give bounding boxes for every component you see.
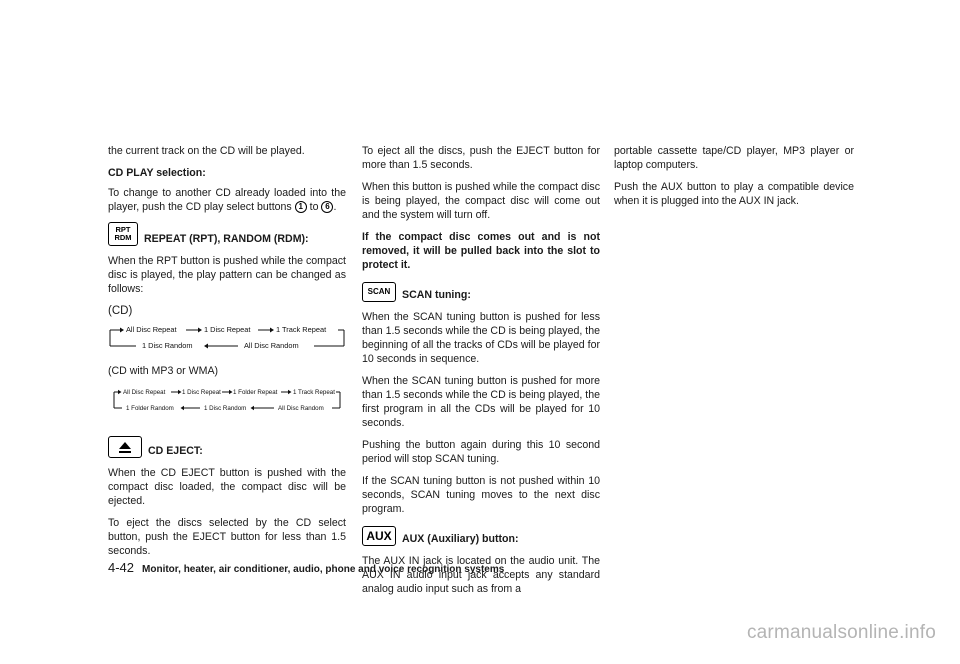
cd-diagram-top-0: All Disc Repeat — [126, 325, 177, 334]
scan-text-2: When the SCAN tuning button is pushed for more than 1.5 seconds while the CD is being played, the first program in all the CDs will be played for 10 seconds. — [362, 375, 600, 429]
scan-text-3: Pushing the button again during this 10 second period will stop SCAN tuning. — [362, 439, 600, 465]
mp3-diagram-top-3: 1 Track Repeat — [293, 389, 335, 396]
mp3-diagram-bottom-2: All Disc Random — [278, 405, 324, 412]
mp3-diagram-top-1: 1 Disc Repeat — [182, 389, 221, 396]
rpt-key-top: RPT — [115, 225, 131, 234]
eject-bar — [119, 451, 131, 453]
cd-diagram-bottom-1: All Disc Random — [244, 341, 299, 350]
page-number: 4-42 — [108, 560, 135, 575]
column-3 — [614, 144, 854, 216]
cd-diagram-top-2: 1 Track Repeat — [276, 325, 327, 334]
cd-play-period: . — [333, 201, 337, 213]
column-2 — [362, 144, 600, 604]
cd-play-to: to — [309, 201, 319, 213]
eject-key-icon — [108, 436, 142, 458]
aux-text: The AUX IN jack is located on the audio unit. The AUX IN audio input jack accepts any standard analog audio input such as from a — [362, 555, 600, 595]
page-footer — [108, 560, 504, 575]
col3-text-2: Push the AUX button to play a compatible device when it is plugged into the AUX IN jack. — [614, 181, 854, 207]
cd-label: (CD) — [108, 305, 133, 317]
rpt-text: When the RPT button is pushed while the compact disc is played, the play pattern can be changed as follows: — [108, 255, 346, 295]
intro-text: the current track on the CD will be played. — [108, 145, 305, 157]
eject-heading: CD EJECT: — [148, 445, 203, 457]
eject-off-text: When this button is pushed while the compact disc is being played, the compact disc will come out and the system will turn off. — [362, 181, 600, 221]
scan-text-4: If the SCAN tuning button is not pushed within 10 seconds, SCAN tuning moves to the next disc program. — [362, 475, 600, 515]
mp3-diagram-bottom-1: 1 Disc Random — [204, 405, 247, 412]
section-title: Monitor, heater, air conditioner, audio, phone and voice recognition systems — [142, 564, 505, 575]
cd-diagram-top-1: 1 Disc Repeat — [204, 325, 251, 334]
cd-play-text-a: To change to another CD already loaded into the player, push the CD play select buttons — [108, 187, 346, 213]
mp3-label: (CD with MP3 or WMA) — [108, 365, 219, 377]
watermark[interactable]: carmanualsonline.info — [746, 622, 936, 643]
mp3-diagram-top-2: 1 Folder Repeat — [233, 389, 278, 396]
eject-triangle — [119, 442, 131, 449]
button-1-icon: 1 — [295, 201, 307, 213]
warning-text: If the compact disc comes out and is not removed, it will be pulled back into the slot to protect it. — [362, 231, 600, 271]
eject-heading-row — [108, 436, 346, 458]
mp3-diagram-top-0: All Disc Repeat — [123, 389, 166, 396]
rpt-heading: REPEAT (RPT), RANDOM (RDM): — [144, 233, 309, 245]
rpt-rdm-key-icon — [108, 222, 138, 246]
eject-all-text: To eject all the discs, push the EJECT button for more than 1.5 seconds. — [362, 145, 600, 171]
mp3-repeat-diagram — [108, 386, 346, 416]
cd-play-text — [108, 186, 346, 214]
aux-heading-row — [362, 526, 600, 546]
cd-play-heading: CD PLAY selection: — [108, 167, 206, 179]
col3-text-1: portable cassette tape/CD player, MP3 player or laptop computers. — [614, 145, 854, 171]
eject-text-1: When the CD EJECT button is pushed with the compact disc loaded, the compact disc will be ejected. — [108, 467, 346, 507]
cd-repeat-diagram — [108, 322, 346, 356]
scan-text-1: When the SCAN tuning button is pushed for less than 1.5 seconds while the CD is being played, the beginning of all the tracks of CDs will be played for 10 seconds in sequence. — [362, 311, 600, 365]
button-6-icon: 6 — [321, 201, 333, 213]
scan-heading-row — [362, 282, 600, 302]
scan-key-icon: SCAN — [362, 282, 396, 302]
rpt-heading-row — [108, 222, 346, 246]
cd-diagram-bottom-0: 1 Disc Random — [142, 341, 193, 350]
column-1 — [108, 144, 346, 566]
scan-heading: SCAN tuning: — [402, 289, 471, 301]
aux-heading: AUX (Auxiliary) button: — [402, 533, 519, 545]
eject-text-2: To eject the discs selected by the CD select button, push the EJECT button for less than 1.5 seconds. — [108, 517, 346, 557]
aux-key-icon: AUX — [362, 526, 396, 546]
rpt-key-bottom: RDM — [114, 233, 132, 242]
mp3-diagram-bottom-0: 1 Folder Random — [126, 405, 174, 412]
